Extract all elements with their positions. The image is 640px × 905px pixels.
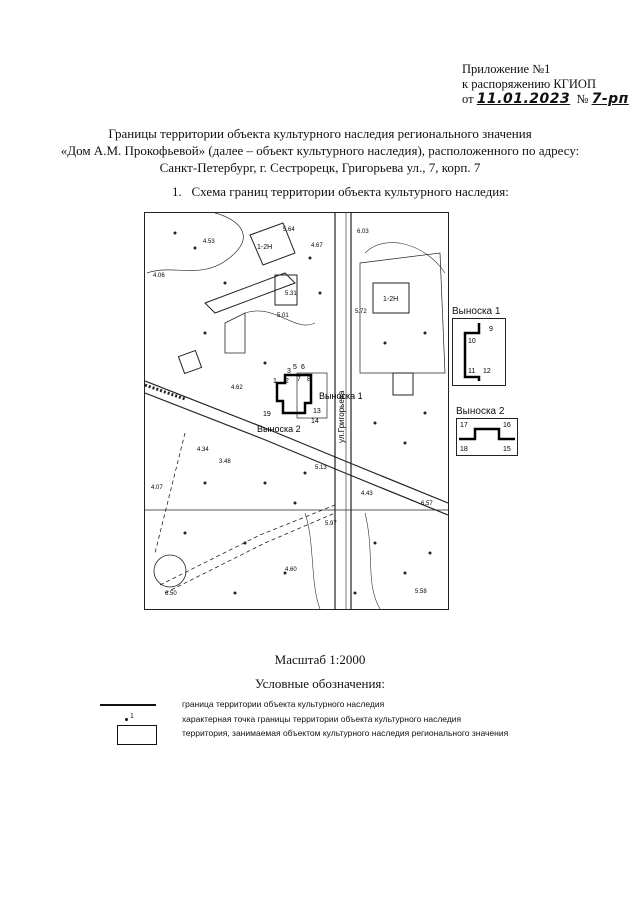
elevation-mark: 5.72 [355, 309, 367, 315]
legend-point-symbol [125, 718, 128, 721]
boundary-point-label: 14 [311, 418, 319, 425]
side-road [225, 313, 245, 353]
section-heading [172, 184, 509, 200]
callout-2-drawing [457, 419, 517, 455]
elevation-mark: 3.48 [219, 459, 231, 465]
elevation-mark: 6.57 [421, 501, 433, 507]
elevation-mark: 5.01 [277, 313, 289, 319]
building-mark: 1-2Н [383, 296, 399, 303]
road-edge [145, 381, 448, 503]
dashed-line [155, 433, 185, 553]
handwritten-number: 7-рп [591, 91, 629, 107]
contour-line [305, 513, 320, 609]
elevation-mark: 5.97 [325, 521, 337, 527]
boundary-point-label: 5 [293, 364, 297, 371]
elevation-mark: 4.07 [151, 485, 163, 491]
callout-point-label: 11 [468, 368, 476, 375]
elevation-mark: 6.03 [357, 229, 369, 235]
elevation-mark: 4.53 [203, 239, 215, 245]
rail-hatch [145, 385, 185, 399]
circle-feature [154, 555, 186, 587]
legend-item-boundary: граница территории объекта культурного наследия [182, 699, 385, 709]
building-mark: 1-2Н [257, 244, 273, 251]
map-drawing [145, 213, 448, 609]
contour-line [147, 213, 243, 273]
legend-item-point: характерная точка границы территории объекта культурного наследия [182, 714, 462, 724]
callout-1-frame [452, 318, 506, 386]
callout-point-label: 17 [460, 422, 468, 429]
appendix-header [462, 62, 629, 107]
title-line-3: Санкт-Петербург, г. Сестрорецк, Григорьева ул., 7, корп. 7 [159, 160, 481, 175]
building [178, 350, 201, 373]
number-prefix: № [576, 92, 589, 106]
legend-point-label: 1 [130, 713, 134, 720]
callout-point-label: 10 [468, 338, 476, 345]
boundary-map [144, 212, 449, 610]
boundary-point-label: 19 [263, 411, 271, 418]
heritage-boundary [277, 375, 311, 413]
callout-1 [452, 306, 506, 386]
map-scale: Масштаб 1:2000 [274, 652, 366, 667]
title-line-2: «Дом А.М. Прокофьевой» (далее – объект культурного наследия), расположенного по адресу: [60, 143, 580, 158]
contour-line [365, 243, 445, 273]
callout2-marker: Выноска 2 [257, 424, 301, 434]
building [393, 373, 413, 395]
callout-2 [456, 406, 518, 456]
elevation-mark: 4.67 [311, 243, 323, 249]
dashed-line [165, 513, 335, 593]
elevation-mark: 5.13 [315, 465, 327, 471]
legend-box-symbol [117, 725, 157, 745]
section-text: Схема границ территории объекта культурного наследия: [191, 184, 509, 199]
title-line-1: Границы территории объекта культурного наследия регионального значения [108, 126, 532, 141]
callout-2-frame [456, 418, 518, 456]
callout-2-boundary [459, 429, 515, 439]
side-road [205, 273, 295, 313]
boundary-point-label: 6 [301, 364, 305, 371]
document-title [0, 125, 640, 176]
boundary-point-label: 13 [313, 408, 321, 415]
elevation-mark: 6.50 [165, 591, 177, 597]
elevation-mark: 5.64 [283, 227, 295, 233]
elevation-mark: 4.62 [231, 385, 243, 391]
callout-1-title: Выноска 1 [452, 306, 501, 317]
callout-point-label: 18 [460, 446, 468, 453]
contour-line [365, 513, 380, 609]
legend-line-symbol [100, 704, 156, 706]
elevation-mark: 5.58 [415, 589, 427, 595]
boundary-point-label: 3 [287, 368, 291, 375]
callout-1-drawing [453, 319, 505, 385]
legend-item-territory: территория, занимаемая объектом культурного наследия регионального значения [182, 728, 509, 738]
boundary-point-label: 7 [297, 376, 301, 383]
street-label: ул.Григорьева [337, 390, 346, 443]
appendix-order-ref: к распоряжению КГИОП [462, 77, 596, 91]
date-prefix: от [462, 92, 474, 106]
road-edge [145, 393, 448, 515]
elevation-mark: 4.60 [285, 567, 297, 573]
callout-point-label: 15 [503, 446, 511, 453]
elevation-mark: 4.34 [197, 447, 209, 453]
boundary-point-label: 8 [307, 376, 311, 383]
callout-point-label: 9 [489, 326, 493, 333]
callout-point-label: 12 [483, 368, 491, 375]
elevation-mark: 4.43 [361, 491, 373, 497]
section-number: 1. [172, 184, 182, 199]
appendix-label: Приложение №1 [462, 62, 551, 76]
boundary-point-label: 2 [285, 378, 289, 385]
boundary-point-label: 1 [273, 378, 277, 385]
handwritten-date: 11.01.2023 [476, 91, 571, 107]
callout-point-label: 16 [503, 422, 511, 429]
appendix-date-line [462, 92, 629, 107]
building [275, 275, 297, 305]
elevation-mark: 4.06 [153, 273, 165, 279]
elevation-mark: 5.31 [285, 291, 297, 297]
callout-2-title: Выноска 2 [456, 406, 505, 417]
legend-title: Условные обозначения: [254, 676, 386, 691]
callout1-marker: Выноска 1 [319, 391, 363, 401]
